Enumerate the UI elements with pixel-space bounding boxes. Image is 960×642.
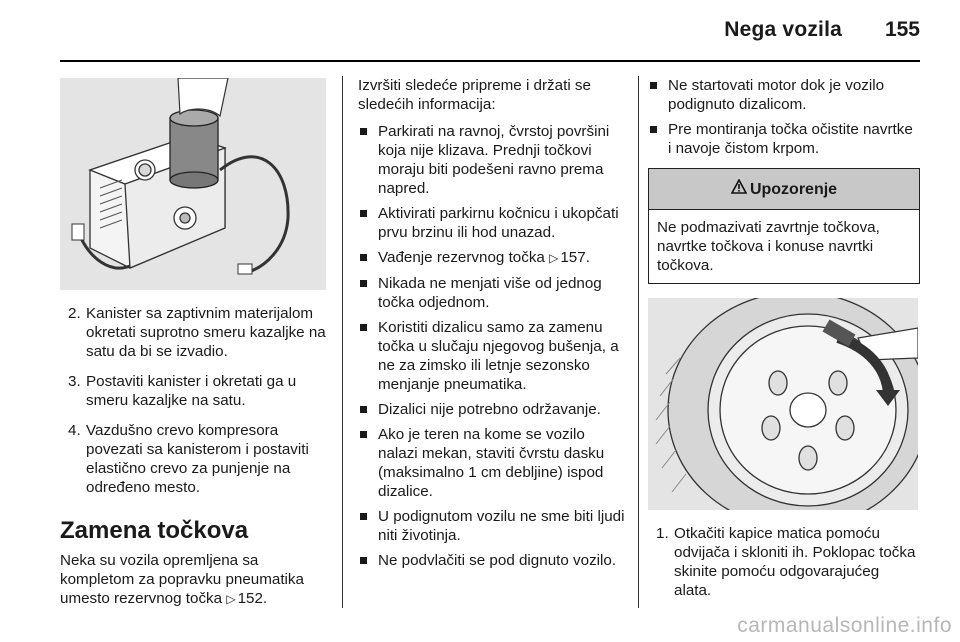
bullet-item: [358, 274, 626, 312]
bullet-icon: [360, 324, 367, 331]
watermark: carmanualsonline.info: [737, 614, 952, 637]
compressor-illustration: [60, 78, 326, 290]
bullet-icon: [650, 82, 657, 89]
middle-column: [358, 72, 626, 576]
column-divider: [638, 76, 639, 608]
warning-text: Ne podmazivati zavrtnje točkova, navrtke točkova i konuse navrtki točkova.: [657, 219, 880, 274]
section-heading: Zamena točkova: [60, 517, 249, 544]
step-item: [60, 421, 326, 497]
bullet-text: Vađenje rezervnog točka: [378, 249, 545, 266]
step-text: Kanister sa zaptivnim materijalom okretati suprotno smeru kazaljke na satu da bi se izvadio.: [86, 305, 326, 360]
intro-paragraph: [60, 551, 326, 609]
step-item: [60, 372, 326, 410]
bullet-icon: [360, 406, 367, 413]
bullet-text: Ako je teren na kome se vozilo nalazi mekan, staviti čvrstu dasku (maksimalno 1 cm debljine) ispod dizalice.: [378, 426, 605, 500]
bullet-icon: [360, 513, 367, 520]
bullet-item: [358, 248, 626, 268]
bullet-text: Dizalici nije potrebno održavanje.: [378, 401, 601, 418]
bullet-text: Parkirati na ravnoj, čvrstoj površini koja nije klizava. Prednji točkovi moraju biti podešeni ravno prema napred.: [378, 123, 610, 197]
bullet-item: [358, 122, 626, 198]
header-rule: [60, 60, 920, 62]
page-ref-arrow-icon: ▷: [226, 592, 236, 606]
bullet-icon: [360, 557, 367, 564]
bullet-item: [648, 120, 920, 158]
step-number: 4.: [68, 422, 81, 439]
bullet-text: Pre montiranja točka očistite navrtke i navoje čistom krpom.: [668, 121, 913, 157]
page-number: 155: [884, 18, 920, 41]
page-ref-link[interactable]: 157.: [560, 249, 590, 266]
left-column: [60, 72, 326, 617]
step-item: [60, 304, 326, 361]
bullet-icon: [360, 210, 367, 217]
intro-text: Neka su vozila opremljena sa kompletom za popravku pneumatika umesto rezervnog točka: [60, 552, 304, 607]
bullet-icon: [360, 431, 367, 438]
warning-header: [649, 169, 919, 210]
bullet-text: Nikada ne menjati više od jednog točka odjednom.: [378, 275, 602, 311]
bullet-icon: [360, 128, 367, 135]
bullet-list: [358, 122, 626, 570]
page-header: [0, 0, 960, 52]
bullet-item: [358, 507, 626, 545]
bullet-item: [358, 425, 626, 501]
step-text: Postaviti kanister i okretati ga u smeru kazaljke na satu.: [86, 373, 297, 409]
step-item: [648, 524, 920, 600]
page-title: Nega vozila: [724, 18, 842, 41]
step-text: Vazdušno crevo kompresora povezati sa kanisterom i postaviti elastično crevo za punjenje na određeno mesto.: [86, 422, 309, 496]
step-text: Otkačiti kapice matica pomoću odvijača i skloniti ih. Poklopac točka skinite pomoću odgovarajućeg alata.: [674, 525, 916, 599]
bullet-text: Ne startovati motor dok je vozilo podignuto dizalicom.: [668, 77, 885, 113]
bullet-item: [358, 318, 626, 394]
bullet-text: Koristiti dizalicu samo za zamenu točka u slučaju njegovog bušenja, a ne za zimsko ili letnje sezonsko menjanje pneumatika.: [378, 319, 619, 393]
bullet-item: [358, 204, 626, 242]
step-list: [60, 304, 326, 497]
step-number: 3.: [68, 373, 81, 390]
right-column: [648, 72, 920, 611]
bullet-icon: [360, 254, 367, 261]
warning-title: Upozorenje: [749, 180, 838, 198]
page-ref-link[interactable]: 152.: [237, 590, 268, 607]
bullet-item: [358, 400, 626, 419]
warning-triangle-icon: [731, 179, 747, 199]
bullet-item: [358, 551, 626, 570]
bullet-text: U podignutom vozilu ne sme biti ljudi niti životinja.: [378, 508, 625, 544]
bullet-text: Aktivirati parkirnu kočnicu i ukopčati prvu brzinu ili hod unazad.: [378, 205, 619, 241]
bullet-icon: [360, 280, 367, 287]
step-number: 2.: [68, 305, 81, 322]
step-number: 1.: [656, 525, 669, 542]
warning-box: [648, 168, 920, 284]
bullet-item: [648, 76, 920, 114]
step-list: [648, 524, 920, 600]
column-divider: [342, 76, 343, 608]
page-ref-arrow-icon: ▷: [549, 251, 559, 265]
bullet-text: Ne podvlačiti se pod dignuto vozilo.: [378, 552, 617, 569]
bullet-icon: [650, 126, 657, 133]
intro-paragraph: Izvršiti sledeće pripreme i držati se sledećih informacija:: [358, 77, 591, 113]
wheel-cover-illustration: [648, 298, 918, 510]
bullet-list: [648, 76, 920, 158]
